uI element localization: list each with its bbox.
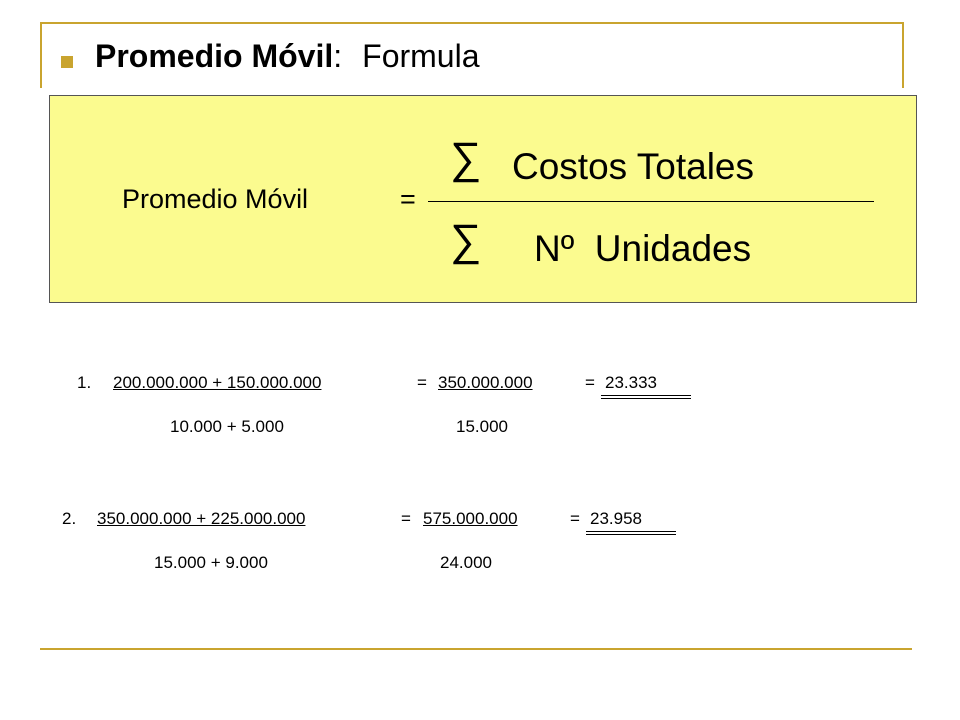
left-rule [40, 22, 42, 88]
example-1-sum: 350.000.000 [438, 373, 533, 392]
example-1-index: 1. [77, 373, 92, 392]
example-2-denominator: 15.000 + 9.000 [154, 553, 268, 572]
example-1-denominator: 10.000 + 5.000 [170, 417, 284, 436]
page-title [95, 38, 480, 75]
example-2-eq1: = [401, 509, 411, 528]
example-2-double-underline [586, 531, 676, 535]
example-1-double-underline [601, 395, 691, 399]
example-1-numerator: 200.000.000 + 150.000.000 [113, 373, 322, 392]
right-rule [902, 22, 904, 88]
title-colon: : [333, 38, 343, 74]
example-1-den-sum: 15.000 [456, 417, 508, 436]
formula-numerator: Costos Totales [512, 146, 754, 187]
formula-equals: = [400, 184, 416, 214]
example-2-eq2: = [570, 509, 580, 528]
bottom-rule [40, 648, 912, 650]
sigma-denominator: ∑ [450, 216, 482, 265]
fraction-line [428, 201, 874, 202]
formula-box [49, 95, 917, 303]
example-1-result: 23.333 [605, 373, 657, 392]
bullet-square-icon [61, 56, 73, 68]
example-2-sum: 575.000.000 [423, 509, 518, 528]
example-2-numerator: 350.000.000 + 225.000.000 [97, 509, 306, 528]
sigma-numerator: ∑ [450, 134, 482, 183]
title-rest: Formula [362, 38, 480, 74]
example-2-index: 2. [62, 509, 77, 528]
formula-denominator: Nº Unidades [534, 228, 752, 269]
example-1-eq2: = [585, 373, 595, 392]
title-bold: Promedio Móvil [95, 38, 334, 74]
example-2-den-sum: 24.000 [440, 553, 492, 572]
top-rule [40, 22, 902, 24]
example-2-result: 23.958 [590, 509, 642, 528]
example-1-eq1: = [417, 373, 427, 392]
formula-lhs: Promedio Móvil [122, 184, 309, 214]
